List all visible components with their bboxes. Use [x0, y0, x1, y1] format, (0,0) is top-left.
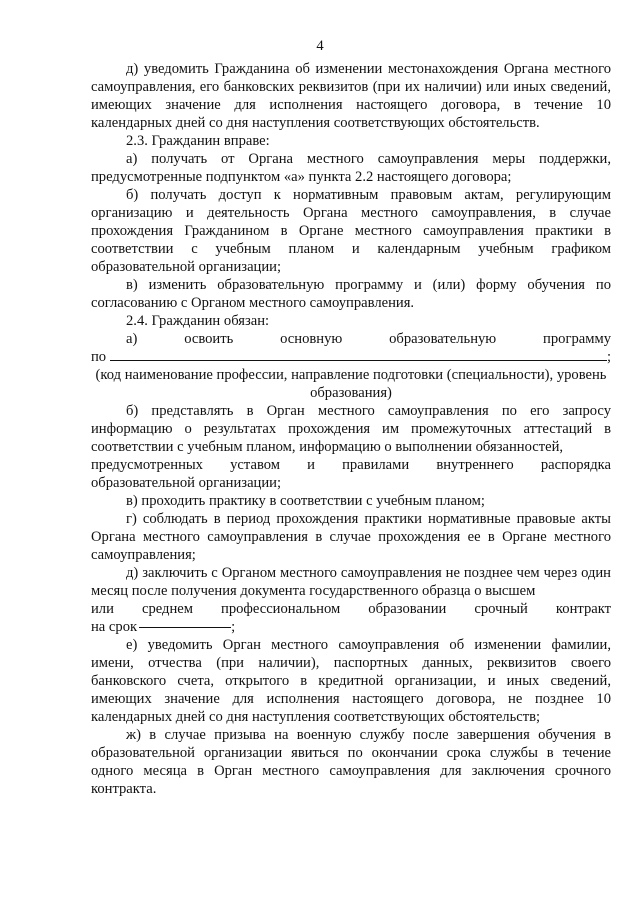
section-2-4-b-spread: предусмотренных уставом и правилами внутреннего распорядка — [91, 457, 611, 473]
section-2-4-b-main: б) представлять в Орган местного самоуправления по его запросу информацию о результатах прохождения им промежуточных аттестаций в соответствии с учебным планом, информацию о выполнении обязанностей, — [91, 403, 611, 455]
program-fill-line — [91, 348, 611, 366]
program-po-label: по — [91, 349, 107, 365]
section-2-4-g: г) соблюдать в период прохождения практики нормативные правовые акты Органа местного самоуправления в случае прохождения ее в Органе местного самоуправления; — [91, 511, 611, 563]
term-blank-line — [139, 627, 231, 628]
document-body — [91, 60, 611, 798]
section-2-4-b-tail: образовательной организации; — [91, 475, 282, 491]
program-semicolon: ; — [606, 349, 611, 365]
program-blank-line — [110, 360, 607, 361]
section-2-3-v: в) изменить образовательную программу и (или) форму обучения по согласованию с Органом местного самоуправления. — [91, 277, 611, 311]
section-2-4-d-main: д) заключить с Органом местного самоуправления не позднее чем через один месяц после получения документа государственного образца о высшем — [91, 565, 611, 599]
section-2-4-zh: ж) в случае призыва на военную службу после завершения обучения в образовательной организации явиться по окончании срока службы в течение одного месяца в Орган местного самоуправления для заключения срочного контракта. — [91, 727, 611, 797]
section-2-3-heading: 2.3. Гражданин вправе: — [126, 133, 270, 149]
section-2-3-b: б) получать доступ к нормативным правовым актам, регулирующим организацию и деятельность Органа местного самоуправления, в случае прохождения Гражданином в Органе местного самоуправления практики в соответствии с учебным планом и календарным учебным графиком образовательной организации; — [91, 187, 611, 275]
term-label: на срок — [91, 619, 138, 635]
section-2-3-a: а) получать от Органа местного самоуправления меры поддержки, предусмотренные подпунктом «а» пункта 2.2 настоящего договора; — [91, 151, 611, 185]
section-2-4-e: е) уведомить Орган местного самоуправления об изменении фамилии, имени, отчества (при наличии), паспортных данных, реквизитов своего банковского счета, открытого в кредитной организации, и иных сведений, имеющих значение для исполнения настоящего договора, не позднее 10 календарных дней со дня наступления соответствующих обстоятельств; — [91, 637, 611, 725]
section-2-4-a-line: а) освоить основную образовательную программу — [126, 331, 611, 347]
section-2-4-heading: 2.4. Гражданин обязан: — [126, 313, 270, 329]
program-hint: (код наименование профессии, направление подготовки (специальности), уровень образования) — [95, 367, 607, 401]
section-2-4-d-spread: или среднем профессиональном образовании срочный контракт — [91, 601, 611, 617]
term-end: ; — [231, 619, 236, 635]
paragraph-d-notify-citizen: д) уведомить Гражданина об изменении местонахождения Органа местного самоуправления, его банковских реквизитов (при их наличии) или иных сведений, имеющих значение для исполнения настоящего договора, в течение 10 календарных дней со дня наступления соответствующих обстоятельств. — [91, 61, 611, 131]
section-2-4-d-term — [91, 618, 611, 636]
section-2-4-v: в) проходить практику в соответствии с учебным планом; — [126, 493, 485, 509]
page-number: 4 — [316, 38, 324, 54]
